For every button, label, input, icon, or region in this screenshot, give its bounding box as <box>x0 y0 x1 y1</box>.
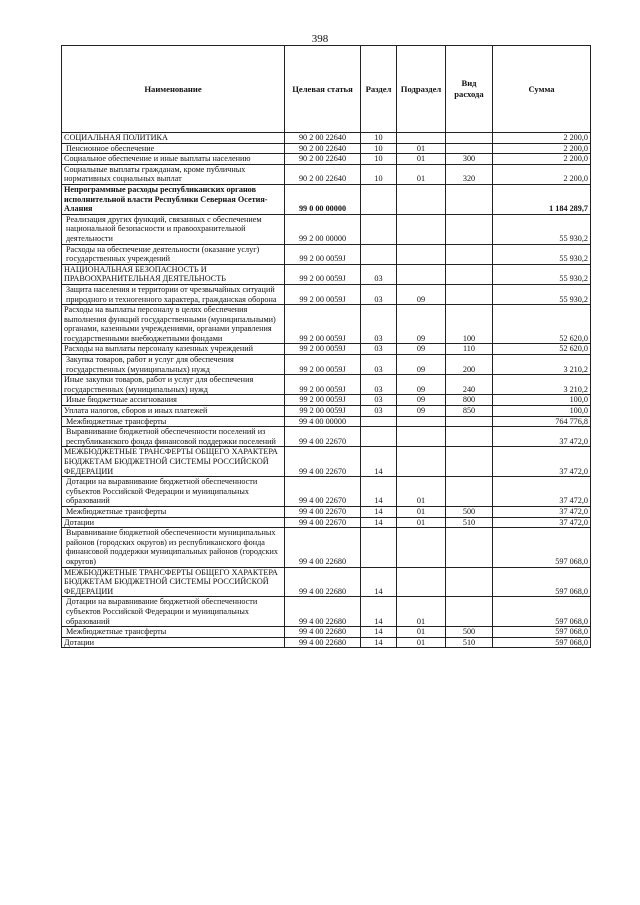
header-section: Раздел <box>361 46 397 133</box>
cell-subsection: 09 <box>397 344 446 355</box>
table-row <box>62 427 591 447</box>
table-row <box>62 133 591 144</box>
cell-section: 03 <box>361 355 397 375</box>
cell-subsection <box>397 244 446 264</box>
cell-name: Иные закупки товаров, работ и услуг для обеспечения государственных (муниципальных) нужд <box>62 375 285 395</box>
cell-name: Реализация других функций, связанных с обеспечением национальной безопасности и правоохранительной деятельности <box>62 214 285 244</box>
cell-target: 99 4 00 22670 <box>285 477 361 507</box>
table-header-row <box>62 46 591 133</box>
cell-subsection <box>397 264 446 284</box>
cell-subsection <box>397 416 446 427</box>
cell-sum: 55 930,2 <box>493 244 591 264</box>
cell-type: 110 <box>446 344 493 355</box>
cell-section <box>361 416 397 427</box>
table-row <box>62 477 591 507</box>
cell-name: МЕЖБЮДЖЕТНЫЕ ТРАНСФЕРТЫ ОБЩЕГО ХАРАКТЕРА БЮДЖЕТАМ БЮДЖЕТНОЙ СИСТЕМЫ РОССИЙСКОЙ ФЕДЕРАЦИИ <box>62 567 285 597</box>
table-body <box>62 133 591 648</box>
cell-type <box>446 133 493 144</box>
cell-target: 99 2 00 0059J <box>285 284 361 304</box>
cell-type <box>446 477 493 507</box>
cell-target: 99 2 00 0059J <box>285 244 361 264</box>
table-row <box>62 395 591 406</box>
header-target: Целевая статья <box>285 46 361 133</box>
cell-target: 99 4 00 22670 <box>285 517 361 528</box>
cell-sum: 55 930,2 <box>493 264 591 284</box>
cell-type: 500 <box>446 627 493 638</box>
cell-type: 510 <box>446 517 493 528</box>
cell-name: Выравнивание бюджетной обеспеченности поселений из республиканского фонда финансовой поддержки поселений <box>62 427 285 447</box>
cell-subsection: 09 <box>397 284 446 304</box>
cell-name: Иные бюджетные ассигнования <box>62 395 285 406</box>
cell-name: Дотации <box>62 637 285 648</box>
cell-sum: 37 472,0 <box>493 447 591 477</box>
cell-section: 03 <box>361 264 397 284</box>
cell-name: Дотации на выравнивание бюджетной обеспеченности субъектов Российской Федерации и муниципальных образований <box>62 477 285 507</box>
table-row <box>62 184 591 214</box>
cell-section <box>361 427 397 447</box>
cell-target: 99 4 00 22680 <box>285 637 361 648</box>
cell-target: 99 2 00 0059J <box>285 406 361 417</box>
table-row <box>62 305 591 344</box>
cell-sum: 37 472,0 <box>493 517 591 528</box>
cell-sum: 597 068,0 <box>493 528 591 567</box>
table-row <box>62 627 591 638</box>
cell-subsection: 01 <box>397 637 446 648</box>
cell-section: 03 <box>361 395 397 406</box>
cell-sum: 37 472,0 <box>493 506 591 517</box>
cell-subsection: 01 <box>397 143 446 154</box>
table-row <box>62 416 591 427</box>
cell-target: 99 0 00 00000 <box>285 184 361 214</box>
cell-section: 03 <box>361 284 397 304</box>
cell-type <box>446 244 493 264</box>
cell-section <box>361 528 397 567</box>
cell-target: 99 2 00 0059J <box>285 305 361 344</box>
cell-sum: 597 068,0 <box>493 567 591 597</box>
cell-type: 200 <box>446 355 493 375</box>
cell-target: 99 4 00 22680 <box>285 627 361 638</box>
cell-type <box>446 447 493 477</box>
table-row <box>62 344 591 355</box>
cell-type: 100 <box>446 305 493 344</box>
cell-target: 99 4 00 22670 <box>285 427 361 447</box>
cell-subsection: 01 <box>397 477 446 507</box>
cell-name: Уплата налогов, сборов и иных платежей <box>62 406 285 417</box>
cell-sum: 37 472,0 <box>493 477 591 507</box>
cell-sum: 52 620,0 <box>493 344 591 355</box>
cell-name: Расходы на выплаты персоналу в целях обеспечения выполнения функций государственными (муниципальными) органами, казенными учреждениями, органами управления государственными внебюджетными фондами <box>62 305 285 344</box>
cell-sum: 1 184 289,7 <box>493 184 591 214</box>
cell-subsection: 09 <box>397 355 446 375</box>
table-row <box>62 447 591 477</box>
cell-subsection <box>397 184 446 214</box>
cell-subsection <box>397 214 446 244</box>
cell-subsection: 01 <box>397 506 446 517</box>
cell-name: Выравнивание бюджетной обеспеченности муниципальных районов (городских округов) из республиканского фонда финансовой поддержки муниципальных районов (городских округов) <box>62 528 285 567</box>
cell-target: 99 4 00 22680 <box>285 567 361 597</box>
table-row <box>62 637 591 648</box>
table-row <box>62 214 591 244</box>
cell-sum: 52 620,0 <box>493 305 591 344</box>
cell-type <box>446 284 493 304</box>
cell-target: 90 2 00 22640 <box>285 164 361 184</box>
cell-subsection: 01 <box>397 164 446 184</box>
cell-type <box>446 567 493 597</box>
cell-sum: 2 200,0 <box>493 154 591 165</box>
cell-type: 300 <box>446 154 493 165</box>
cell-subsection: 01 <box>397 517 446 528</box>
cell-name: МЕЖБЮДЖЕТНЫЕ ТРАНСФЕРТЫ ОБЩЕГО ХАРАКТЕРА БЮДЖЕТАМ БЮДЖЕТНОЙ СИСТЕМЫ РОССИЙСКОЙ ФЕДЕРАЦИИ <box>62 447 285 477</box>
cell-type: 850 <box>446 406 493 417</box>
cell-name: Дотации <box>62 517 285 528</box>
cell-subsection <box>397 133 446 144</box>
cell-name: СОЦИАЛЬНАЯ ПОЛИТИКА <box>62 133 285 144</box>
header-type: Вид расхода <box>446 46 493 133</box>
table-row <box>62 355 591 375</box>
cell-target: 99 2 00 0059J <box>285 375 361 395</box>
cell-name: НАЦИОНАЛЬНАЯ БЕЗОПАСНОСТЬ И ПРАВООХРАНИТЕЛЬНАЯ ДЕЯТЕЛЬНОСТЬ <box>62 264 285 284</box>
cell-subsection: 01 <box>397 597 446 627</box>
cell-sum: 597 068,0 <box>493 637 591 648</box>
table-row <box>62 567 591 597</box>
cell-type: 500 <box>446 506 493 517</box>
table-row <box>62 244 591 264</box>
cell-section <box>361 214 397 244</box>
cell-section: 14 <box>361 597 397 627</box>
cell-name: Социальные выплаты гражданам, кроме публичных нормативных социальных выплат <box>62 164 285 184</box>
cell-section: 14 <box>361 477 397 507</box>
cell-type <box>446 214 493 244</box>
cell-type: 510 <box>446 637 493 648</box>
cell-type: 240 <box>446 375 493 395</box>
cell-type <box>446 427 493 447</box>
cell-name: Защита населения и территории от чрезвычайных ситуаций природного и техногенного характера, гражданская оборона <box>62 284 285 304</box>
cell-section: 14 <box>361 517 397 528</box>
cell-subsection: 01 <box>397 627 446 638</box>
page-number: 398 <box>311 33 329 45</box>
cell-subsection <box>397 528 446 567</box>
cell-target: 99 2 00 0059J <box>285 355 361 375</box>
cell-sum: 597 068,0 <box>493 627 591 638</box>
cell-target: 99 4 00 22670 <box>285 506 361 517</box>
cell-subsection <box>397 567 446 597</box>
cell-type: 320 <box>446 164 493 184</box>
table-row <box>62 154 591 165</box>
cell-type <box>446 184 493 214</box>
cell-subsection: 01 <box>397 154 446 165</box>
cell-section: 10 <box>361 164 397 184</box>
cell-name: Межбюджетные трансферты <box>62 627 285 638</box>
cell-section: 03 <box>361 305 397 344</box>
table-row <box>62 528 591 567</box>
cell-target: 99 4 00 22670 <box>285 447 361 477</box>
table-row <box>62 375 591 395</box>
cell-sum: 597 068,0 <box>493 597 591 627</box>
cell-sum: 37 472,0 <box>493 427 591 447</box>
cell-target: 99 4 00 22680 <box>285 597 361 627</box>
cell-subsection: 09 <box>397 375 446 395</box>
cell-section <box>361 184 397 214</box>
table-row <box>62 264 591 284</box>
cell-section: 03 <box>361 375 397 395</box>
cell-subsection <box>397 447 446 477</box>
cell-name: Расходы на обеспечение деятельности (оказание услуг) государственных учреждений <box>62 244 285 264</box>
cell-name: Межбюджетные трансферты <box>62 506 285 517</box>
cell-sum: 100,0 <box>493 395 591 406</box>
cell-name: Непрограммные расходы республиканских органов исполнительной власти Республики Северная Осетия-Алания <box>62 184 285 214</box>
table-row <box>62 284 591 304</box>
cell-name: Закупка товаров, работ и услуг для обеспечения государственных (муниципальных) нужд <box>62 355 285 375</box>
cell-target: 99 4 00 22680 <box>285 528 361 567</box>
cell-sum: 2 200,0 <box>493 133 591 144</box>
cell-sum: 3 210,2 <box>493 375 591 395</box>
table-row <box>62 143 591 154</box>
cell-sum: 100,0 <box>493 406 591 417</box>
cell-target: 99 2 00 0059J <box>285 344 361 355</box>
cell-subsection <box>397 427 446 447</box>
cell-name: Расходы на выплаты персоналу казенных учреждений <box>62 344 285 355</box>
cell-type <box>446 416 493 427</box>
cell-subsection: 09 <box>397 305 446 344</box>
cell-section: 14 <box>361 567 397 597</box>
cell-sum: 2 200,0 <box>493 164 591 184</box>
cell-target: 90 2 00 22640 <box>285 143 361 154</box>
cell-type <box>446 143 493 154</box>
header-subsection: Подраздел <box>397 46 446 133</box>
cell-subsection: 09 <box>397 395 446 406</box>
cell-name: Дотации на выравнивание бюджетной обеспеченности субъектов Российской Федерации и муниципальных образований <box>62 597 285 627</box>
cell-target: 99 2 00 00000 <box>285 214 361 244</box>
cell-section: 03 <box>361 344 397 355</box>
cell-target: 99 4 00 00000 <box>285 416 361 427</box>
cell-sum: 55 930,2 <box>493 214 591 244</box>
table-row <box>62 406 591 417</box>
cell-section: 10 <box>361 143 397 154</box>
table-row <box>62 517 591 528</box>
cell-section: 03 <box>361 406 397 417</box>
table-row <box>62 506 591 517</box>
cell-sum: 55 930,2 <box>493 284 591 304</box>
cell-sum: 2 200,0 <box>493 143 591 154</box>
cell-sum: 3 210,2 <box>493 355 591 375</box>
header-sum: Сумма <box>493 46 591 133</box>
table-row <box>62 597 591 627</box>
table-row <box>62 164 591 184</box>
cell-section: 10 <box>361 154 397 165</box>
cell-section: 10 <box>361 133 397 144</box>
cell-section: 14 <box>361 627 397 638</box>
cell-type <box>446 264 493 284</box>
cell-sum: 764 776,8 <box>493 416 591 427</box>
cell-section: 14 <box>361 506 397 517</box>
cell-section <box>361 244 397 264</box>
cell-type: 800 <box>446 395 493 406</box>
cell-section: 14 <box>361 637 397 648</box>
cell-target: 99 2 00 0059J <box>285 264 361 284</box>
cell-target: 90 2 00 22640 <box>285 133 361 144</box>
budget-table <box>61 45 591 648</box>
cell-name: Пенсионное обеспечение <box>62 143 285 154</box>
cell-name: Межбюджетные трансферты <box>62 416 285 427</box>
cell-target: 90 2 00 22640 <box>285 154 361 165</box>
cell-type <box>446 528 493 567</box>
cell-subsection: 09 <box>397 406 446 417</box>
cell-type <box>446 597 493 627</box>
cell-target: 99 2 00 0059J <box>285 395 361 406</box>
cell-section: 14 <box>361 447 397 477</box>
header-name: Наименование <box>62 46 285 133</box>
cell-name: Социальное обеспечение и иные выплаты населению <box>62 154 285 165</box>
